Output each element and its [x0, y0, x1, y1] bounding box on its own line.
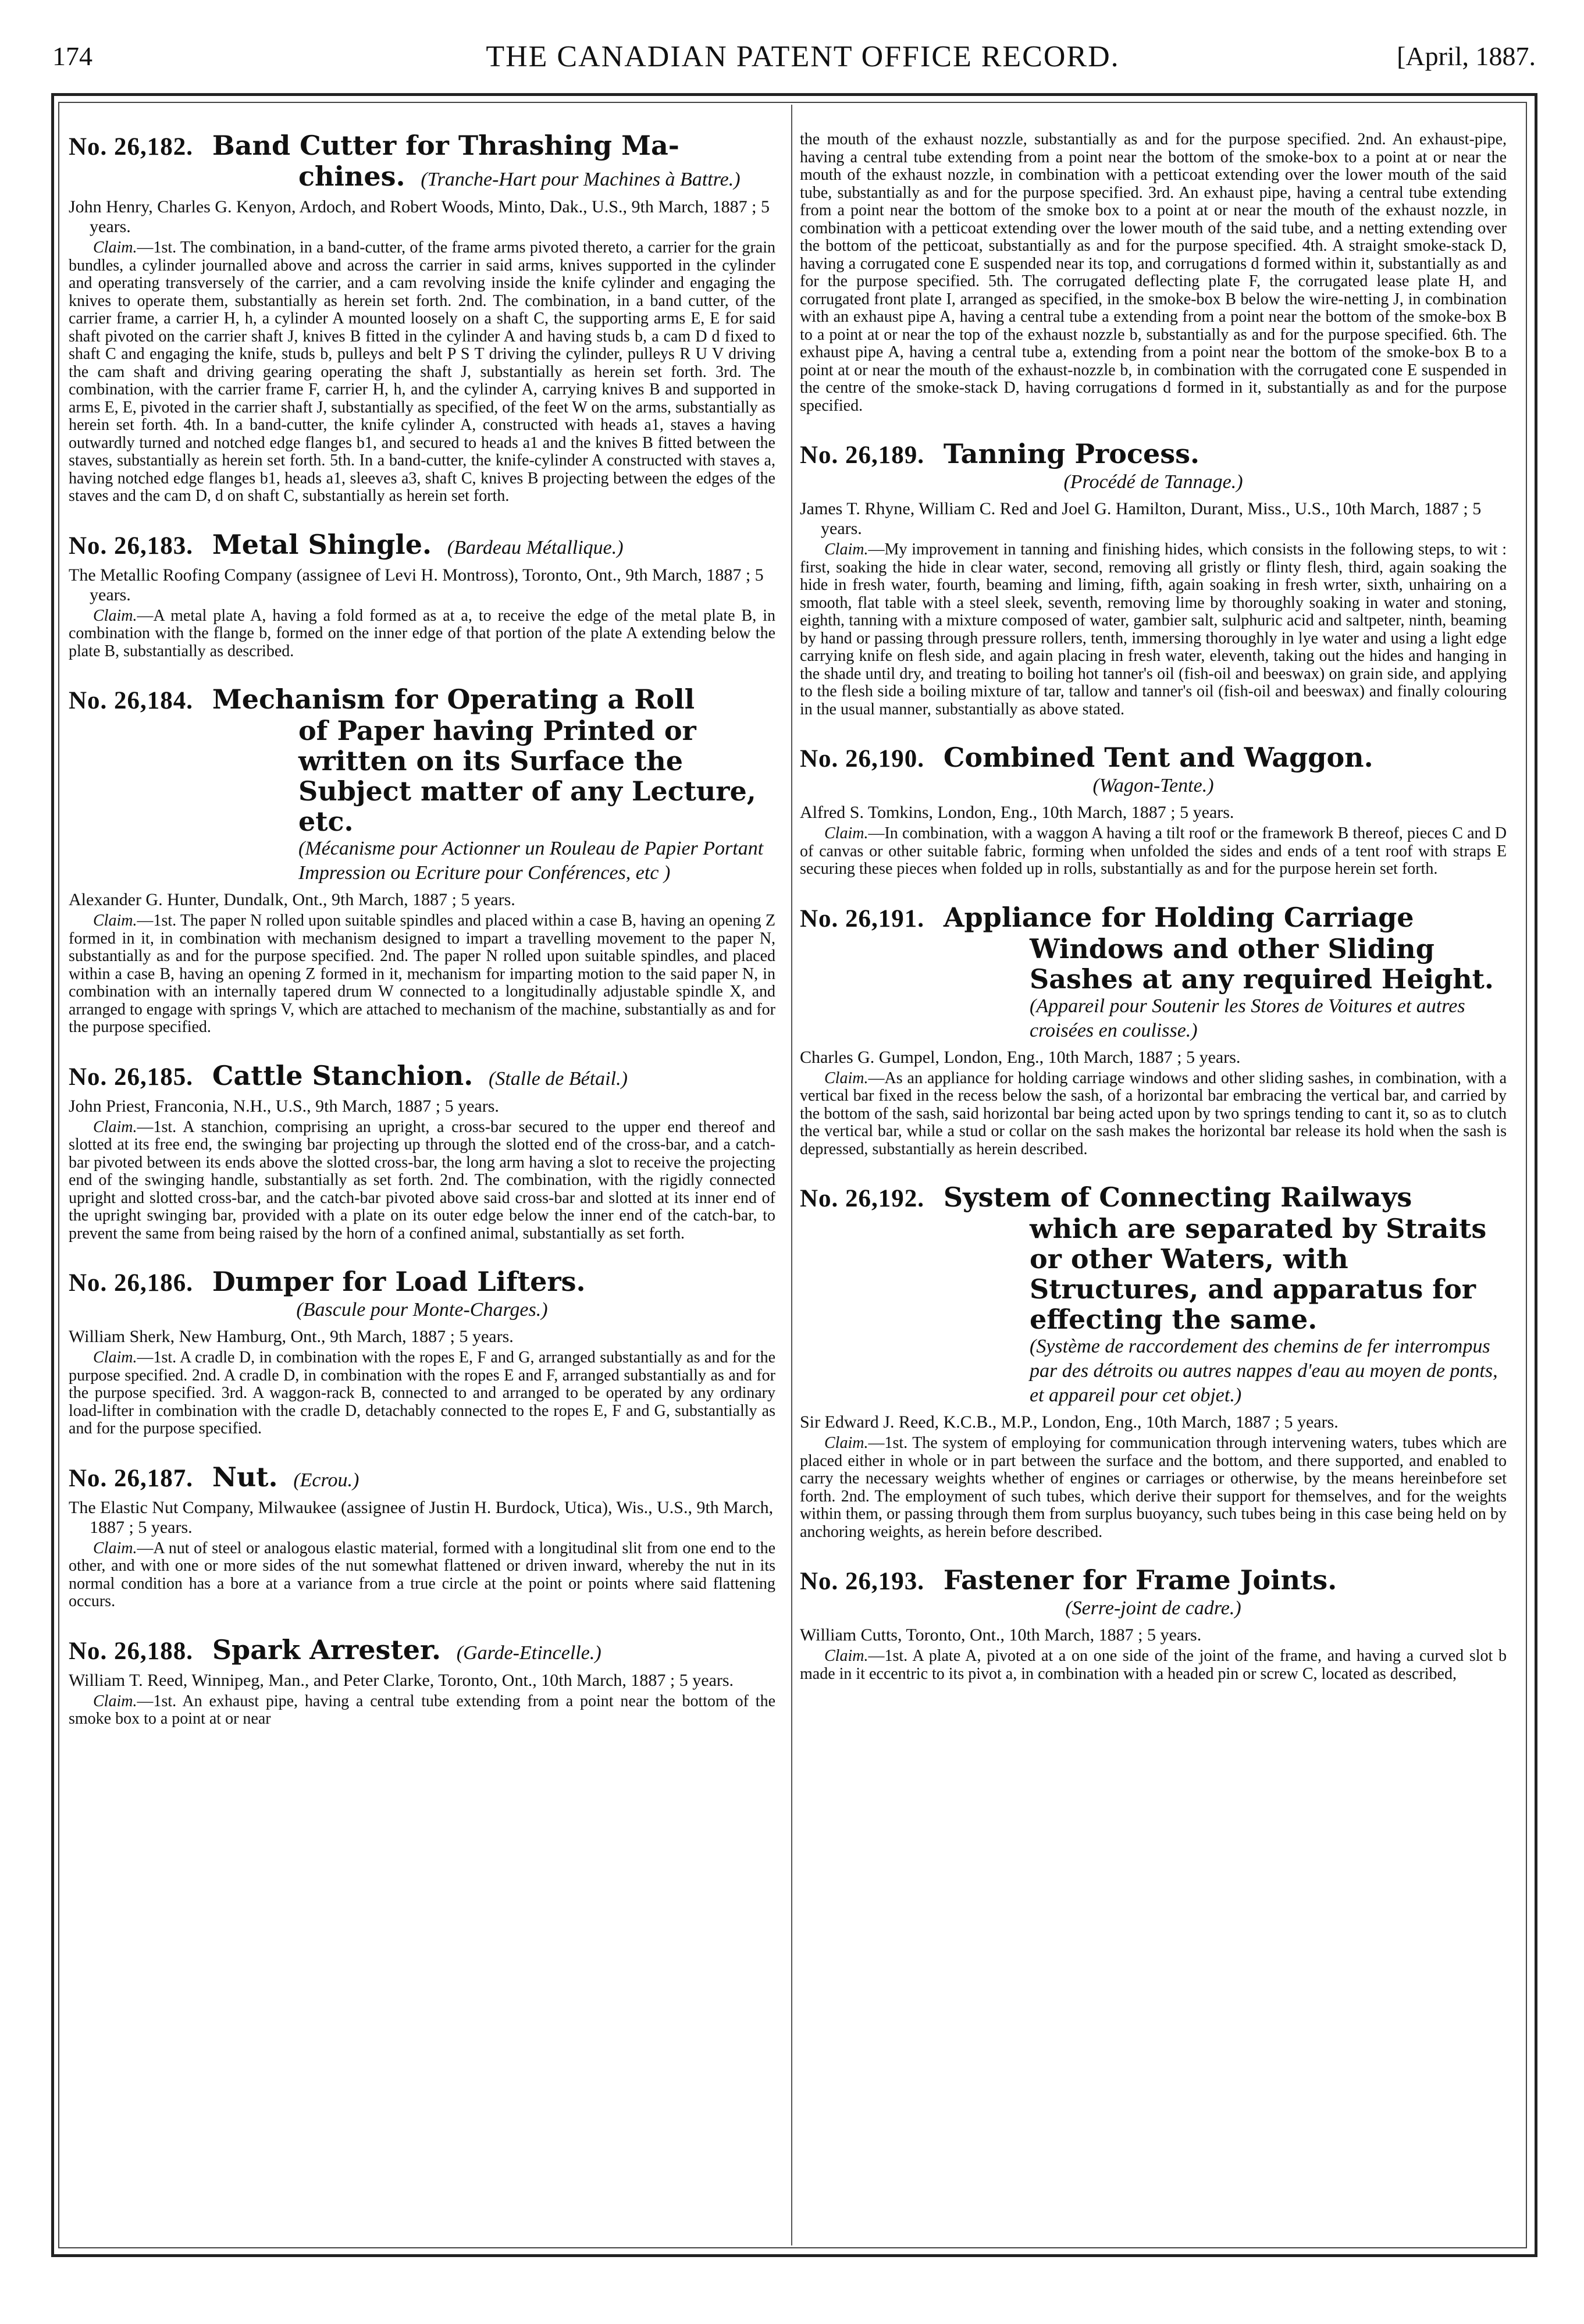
patent-entry-26189: [800, 439, 1507, 718]
patent-number: No. 26,184.: [69, 687, 194, 714]
patent-title-cont: which are separated by Straits or other Waters, with Structures, and apparatus for effecting the same.: [1030, 1213, 1487, 1335]
entry-heading: [69, 1267, 775, 1298]
french-title: (Procédé de Tannage.): [1063, 471, 1243, 493]
patent-title: Appliance for Holding Carriage: [943, 901, 1414, 933]
entry-heading: [800, 439, 1507, 470]
claim-text: [69, 1540, 775, 1611]
left-column: [69, 131, 775, 1753]
right-column: [800, 131, 1507, 1707]
patent-title: Metal Shingle.: [212, 528, 432, 560]
claim-label: Claim.: [93, 1692, 137, 1710]
patent-title: Spark Arrester.: [212, 1633, 441, 1665]
claim-body: —1st. An exhaust pipe, having a central tube extending from a point near the bottom of the smoke box to a point at or near: [69, 1692, 775, 1728]
french-title: (Tranche-Hart pour Machines à Battre.): [421, 169, 741, 190]
claim-label: Claim.: [93, 1539, 137, 1557]
entry-heading: [69, 685, 775, 716]
claim-text: [800, 541, 1507, 718]
patent-title-cont: chines.: [298, 161, 405, 192]
claim-text: [800, 1435, 1507, 1541]
patent-title: Nut.: [212, 1461, 278, 1493]
claim-body: —My improvement in tanning and finishing hides, which consists in the following steps, to wit : first, soaking the hide in clear water, second, removing all gristly or flinty flesh, third, again soaking the hide in fresh water, fourth, beaming and liming, fifth, again soaking in fresh wrter, sixth, unhairing on a smooth, flat table with a steel sleek, seventh, removing lime by thoroughly soaking in water and stoning, eighth, tanning with a mixture composed of water, gambier salt, sulphuric acid and saltpeter, ninth, beaming by hand or passing through pressure rollers, tenth, immersing thoroughly in lye water and using a light edge carrying knife on flesh side, and again placing in fresh water, eleventh, taking out the hides and hanging in the shade until dry, and treating to boiling hot tanner's oil (fish-oil and beeswax) on grain side, and applying to the flesh side a boiling mixture of tar, tallow and tanner's oil (fish-oil and beeswax) and finally colouring in the usual manner, substantially as above stated.: [800, 540, 1507, 718]
patent-number: No. 26,189.: [800, 442, 925, 469]
patent-title: Cattle Stanchion.: [212, 1059, 474, 1091]
claim-label: Claim.: [824, 824, 868, 842]
patent-number: No. 26,182.: [69, 133, 194, 161]
patent-entry-26183: [69, 530, 775, 661]
entry-heading: [800, 1183, 1507, 1213]
applicant: John Henry, Charles G. Kenyon, Ardoch, and Robert Woods, Minto, Dak., U.S., 9th March, 1887 ; 5 years.: [69, 197, 770, 236]
claim-body: —A metal plate A, having a fold formed as at a, to receive the edge of the metal plate B, in combination with the flange b, formed on the inner edge of that portion of the plate A extending below the plate B, substantially as described.: [69, 606, 775, 660]
applicant: William Sherk, New Hamburg, Ont., 9th March, 1887 ; 5 years.: [69, 1327, 514, 1346]
claim-label: Claim.: [93, 239, 137, 257]
patent-title-cont: Windows and other Sliding Sashes at any required Height.: [1030, 933, 1494, 995]
french-title: (Bascule pour Monte-Charges.): [296, 1299, 548, 1321]
entry-heading: [69, 131, 775, 162]
claim-text: [800, 1647, 1507, 1683]
patent-number: No. 26,192.: [800, 1185, 925, 1212]
patent-number: No. 26,183.: [69, 532, 194, 560]
applicant: John Priest, Franconia, N.H., U.S., 9th March, 1887 ; 5 years.: [69, 1096, 499, 1116]
patent-title: Band Cutter for Thrashing Ma-: [212, 130, 679, 161]
claim-continuation: the mouth of the exhaust nozzle, substantially as and for the purpose specified. 2nd. An exhaust-pipe, having a central tube extending from a point near the bottom of the smoke-box to a point at or near the mouth of the exhaust nozzle, in combination with a petticoat extending over the lower mouth of the said tube, substantially as and for the purpose specified. 3rd. An exhaust pipe, having a central tube extending from a point near the bottom of the smoke box to a point at or near the mouth of the exhaust nozzle, in combination with a petticoat extending over the lower mouth of the said tube, and a netting extending over the bottom of the petticoat, substantially as and for the purpose specified. 4th. A straight smoke-stack D, having a corrugated cone E suspended near its top, and corrugations d formed within it, substantially as and for the purpose specified. 5th. The corrugated deflecting plate F, the corrugated lease plate H, and corrugated front plate I, arranged as specified, in the smoke-box B below the wire-netting J, in combination with an exhaust pipe A, having a central tube a extending from a point near the bottom of the smoke-box B to a point at or near the top of the exhaust nozzle b, substantially as and for the purpose specified. 6th. The exhaust pipe A, having a central tube a, extending from a point near the bottom of the smoke-box B to a point at or near the mouth of the exhaust-nozzle b, in combination with the corrugated cone E suspended in the centre of the smoke-stack D, having corrugations d formed in it, substantially as and for the purpose specified.: [800, 130, 1507, 415]
claim-label: Claim.: [93, 912, 137, 930]
claim-body: —1st. The combination, in a band-cutter, of the frame arms pivoted thereto, a carrier for the grain bundles, a cylinder journalled above and across the carrier in said arms, knives supported in the cylinder and operating transversely of the carrier, and a cam revolving inside the knife cylinder and engaging the knives to operate them, substantially as herein set forth. 2nd. The combination, in a band cutter, of the carrier frame, a carrier H, h, a cylinder A mounted loosely on a shaft C, the supporting arms E, E for said shaft pivoted on the carrier shaft J, knives B fitted in the cylinder A and having studs b, a cam D d fixed to shaft C and engaging the knife, studs b, pulleys and belt P S T driving the cylinder, pulleys R U V driving the cam shaft and driving gearing operating the shaft J, substantially as herein set forth. 3rd. The combination, with the carrier frame F, carrier H, h, and the cylinder A, carrying knives B and supported in arms E, E, pivoted in the carrier shaft J, substantially as specified, of the feet W on the arms, substantially as herein set forth. 4th. In a band-cutter, the knife cylinder A, constructed with heads a1, staves a having outwardly turned and notched edge flanges b1, and secured to heads a1 and the knives B fitted between the staves, substantially as herein set forth. 5th. In a band-cutter, the knife-cylinder A constructed with staves a, having notched edge flanges b1, heads a1, sleeves a3, shaft C, knives B projecting between the edges of the staves and the cam D, d on shaft C, substantially as herein set forth.: [69, 239, 775, 505]
patent-number: No. 26,185.: [69, 1063, 194, 1091]
french-title: (Ecrou.): [293, 1469, 359, 1491]
french-title: (Système de raccordement des chemins de fer interrompus par des détroits ou autres nappes d'eau au moyen de ponts, et appareil pour cet objet.): [1030, 1336, 1498, 1406]
claim-label: Claim.: [824, 1647, 868, 1665]
patent-title: System of Connecting Railways: [943, 1181, 1412, 1213]
entry-heading: [69, 1462, 775, 1493]
french-title: (Serre-joint de cadre.): [1065, 1597, 1241, 1619]
patent-entry-26191: [800, 903, 1507, 1159]
claim-body: —In combination, with a waggon A having a tilt roof or the framework B thereof, pieces C and D of canvas or other suitable fabric, forming when unfolded the sides and ends of a tent roof with straps E securing these pieces when folded up in rolls, substantially as and for the purpose herein set forth.: [800, 824, 1507, 878]
patent-title: Tanning Process.: [943, 438, 1200, 469]
applicant: The Elastic Nut Company, Milwaukee (assignee of Justin H. Burdock, Utica), Wis., U.S., 9th March, 1887 ; 5 years.: [69, 1497, 774, 1537]
entry-heading: [69, 530, 775, 561]
patent-entry-26185: [69, 1061, 775, 1243]
patent-entry-26192: [800, 1183, 1507, 1541]
applicant: William Cutts, Toronto, Ont., 10th March, 1887 ; 5 years.: [800, 1625, 1202, 1645]
claim-body: —A nut of steel or analogous elastic material, formed with a longitudinal slit from one end to the other, and with one or more sides of the nut somewhat flattened or driven inward, whereby the nut in its normal condition has a bore at a variance from a true circle at the point or points where said flattening occurs.: [69, 1539, 775, 1610]
patent-number: No. 26,187.: [69, 1464, 194, 1492]
patent-entry-26186: [69, 1267, 775, 1438]
french-title: (Mécanisme pour Actionner un Rouleau de Papier Portant Impression ou Ecriture pour Conférences, etc ): [298, 838, 764, 884]
claim-label: Claim.: [824, 1069, 868, 1087]
patent-entry-26187: [69, 1462, 775, 1611]
patent-number: No. 26,188.: [69, 1637, 194, 1665]
french-title: (Appareil pour Soutenir les Stores de Voitures et autres croisées en coulisse.): [1030, 995, 1465, 1041]
claim-text: [800, 1070, 1507, 1159]
claim-text: [69, 1119, 775, 1243]
french-title: (Wagon-Tente.): [1092, 775, 1214, 796]
entry-heading: [800, 743, 1507, 774]
claim-label: Claim.: [93, 1117, 137, 1136]
patent-title: Fastener for Frame Joints.: [943, 1564, 1337, 1596]
applicant: Sir Edward J. Reed, K.C.B., M.P., London, Eng., 10th March, 1887 ; 5 years.: [800, 1412, 1339, 1432]
claim-text: [69, 607, 775, 661]
claim-text: [69, 239, 775, 506]
entry-heading: [69, 1635, 775, 1666]
page-header: [52, 35, 1553, 81]
claim-text: [69, 1693, 775, 1728]
claim-body: —1st. A plate A, pivoted at a on one side of the joint of the frame, and having a curved slot b made in it eccentric to its pivot a, in combination with a headed pin or screw C, located as described,: [800, 1647, 1507, 1683]
claim-body: —1st. The paper N rolled upon suitable spindles and placed within a case B, having an opening Z formed in it, in combination with mechanism designed to impart a travelling movement to the paper N, substantially as and for the purpose specified. 2nd. The paper N rolled upon suitable spindles, and placed within a case B, having an opening Z formed in it, mechanism for imparting motion to the said paper N, in combination with an internally tapered drum W connected to a longitudinally adjustable spindle X, and arranged to engage with springs V, which are attached to mechanism of the machine, substantially as and for the purpose specified.: [69, 912, 775, 1036]
french-title: (Stalle de Bétail.): [489, 1067, 628, 1090]
issue-date: [April, 1887.: [1397, 41, 1536, 71]
patent-number: No. 26,190.: [800, 745, 925, 773]
patent-entry-26182: [69, 131, 775, 506]
claim-label: Claim.: [824, 1434, 868, 1452]
page-number: 174: [52, 41, 92, 71]
patent-title: Combined Tent and Waggon.: [943, 742, 1373, 773]
french-title: (Garde-Etincelle.): [456, 1642, 601, 1664]
applicant: William T. Reed, Winnipeg, Man., and Peter Clarke, Toronto, Ont., 10th March, 1887 ; 5 years.: [69, 1670, 734, 1690]
claim-text: [69, 912, 775, 1037]
applicant: Alexander G. Hunter, Dundalk, Ont., 9th March, 1887 ; 5 years.: [69, 890, 515, 909]
patent-title: Mechanism for Operating a Roll: [212, 684, 695, 715]
column-divider: [791, 105, 792, 2245]
claim-label: Claim.: [824, 540, 868, 558]
claim-text: [800, 825, 1507, 878]
claim-body: —1st. A stanchion, comprising an upright, a cross-bar secured to the upper end thereof and slotted at its free end, the swinging bar projecting up through the slotted end of the cross-bar, and a catch-bar pivoted between its ends above the slotted cross-bar, the long arm having a slot to receive the projecting end of the swinging handle, substantially as set forth. 2nd. The combination, with the rigidly connected upright and slotted cross-bar, and the catch-bar pivoted above said cross-bar and slotted at its inner end of the upright swinging bar, provided with a plate on its outer edge below the inner end of the catch-bar, to prevent the same from being raised by the horn of a confined animal, substantially as set forth.: [69, 1117, 775, 1243]
patent-entry-26190: [800, 743, 1507, 878]
claim-label: Claim.: [93, 1348, 137, 1366]
applicant: The Metallic Roofing Company (assignee of Levi H. Montross), Toronto, Ont., 9th March, 1887 ; 5 years.: [69, 565, 764, 604]
applicant: Alfred S. Tomkins, London, Eng., 10th March, 1887 ; 5 years.: [800, 803, 1234, 822]
patent-number: No. 26,193.: [800, 1568, 925, 1595]
patent-title-cont: of Paper having Printed or written on its Surface the Subject matter of any Lecture, etc.: [298, 715, 756, 837]
claim-text: [69, 1349, 775, 1438]
entry-heading: [69, 1061, 775, 1092]
patent-number: No. 26,191.: [800, 905, 925, 933]
french-title: (Bardeau Métallique.): [447, 536, 624, 558]
spark-arrester-continuation: [800, 131, 1507, 415]
journal-title: THE CANADIAN PATENT OFFICE RECORD.: [486, 40, 1120, 73]
patent-entry-26184: [69, 685, 775, 1037]
claim-body: —As an appliance for holding carriage windows and other sliding sashes, in combination, with a vertical bar fixed in the recess below the sash, of a horizontal bar embracing the vertical bar, and carried by the bottom of the sash, said horizontal bar being acted upon by two springs tending to cant it, so as to clutch the vertical bar, while a stud or collar on the sash makes the horizontal bar release its hold when the sash is depressed, substantially as herein described.: [800, 1069, 1507, 1158]
applicant: James T. Rhyne, William C. Red and Joel G. Hamilton, Durant, Miss., U.S., 10th March, 1887 ; 5 years.: [800, 499, 1482, 538]
claim-label: Claim.: [93, 606, 137, 625]
claim-body: —1st. The system of employing for communication through intervening waters, tubes which are placed either in whole or in part between the surface and the bottom, and there supported, and enabled to carry the necessary weights whether of engines or carriages or otherwise, by the means hereinbefore set forth. 2nd. The employment of such tubes, which derive their support for themselves, and for the weights within them, or passing through them from surplus buoyancy, such tubes being in this case being held on by anchoring weights, as herein before described.: [800, 1434, 1507, 1541]
applicant: Charles G. Gumpel, London, Eng., 10th March, 1887 ; 5 years.: [800, 1047, 1241, 1067]
patent-title: Dumper for Load Lifters.: [212, 1266, 586, 1297]
patent-entry-26188: [69, 1635, 775, 1728]
claim-body: —1st. A cradle D, in combination with the ropes E, F and G, arranged substantially as and for the purpose specified. 2nd. A cradle D, in combination with the ropes E and F, arranged substantially as and for the purpose specified. 3rd. A waggon-rack B, connected to and arranged to be operated by any ordinary load-lifter in combination with the cradle D, detachably connected to the ropes E, F and G, substantially as and for the purpose specified.: [69, 1348, 775, 1437]
entry-heading: [800, 903, 1507, 934]
entry-heading: [800, 1565, 1507, 1596]
entry-heading-cont: [298, 162, 775, 193]
patent-number: No. 26,186.: [69, 1269, 194, 1297]
patent-entry-26193: [800, 1565, 1507, 1683]
